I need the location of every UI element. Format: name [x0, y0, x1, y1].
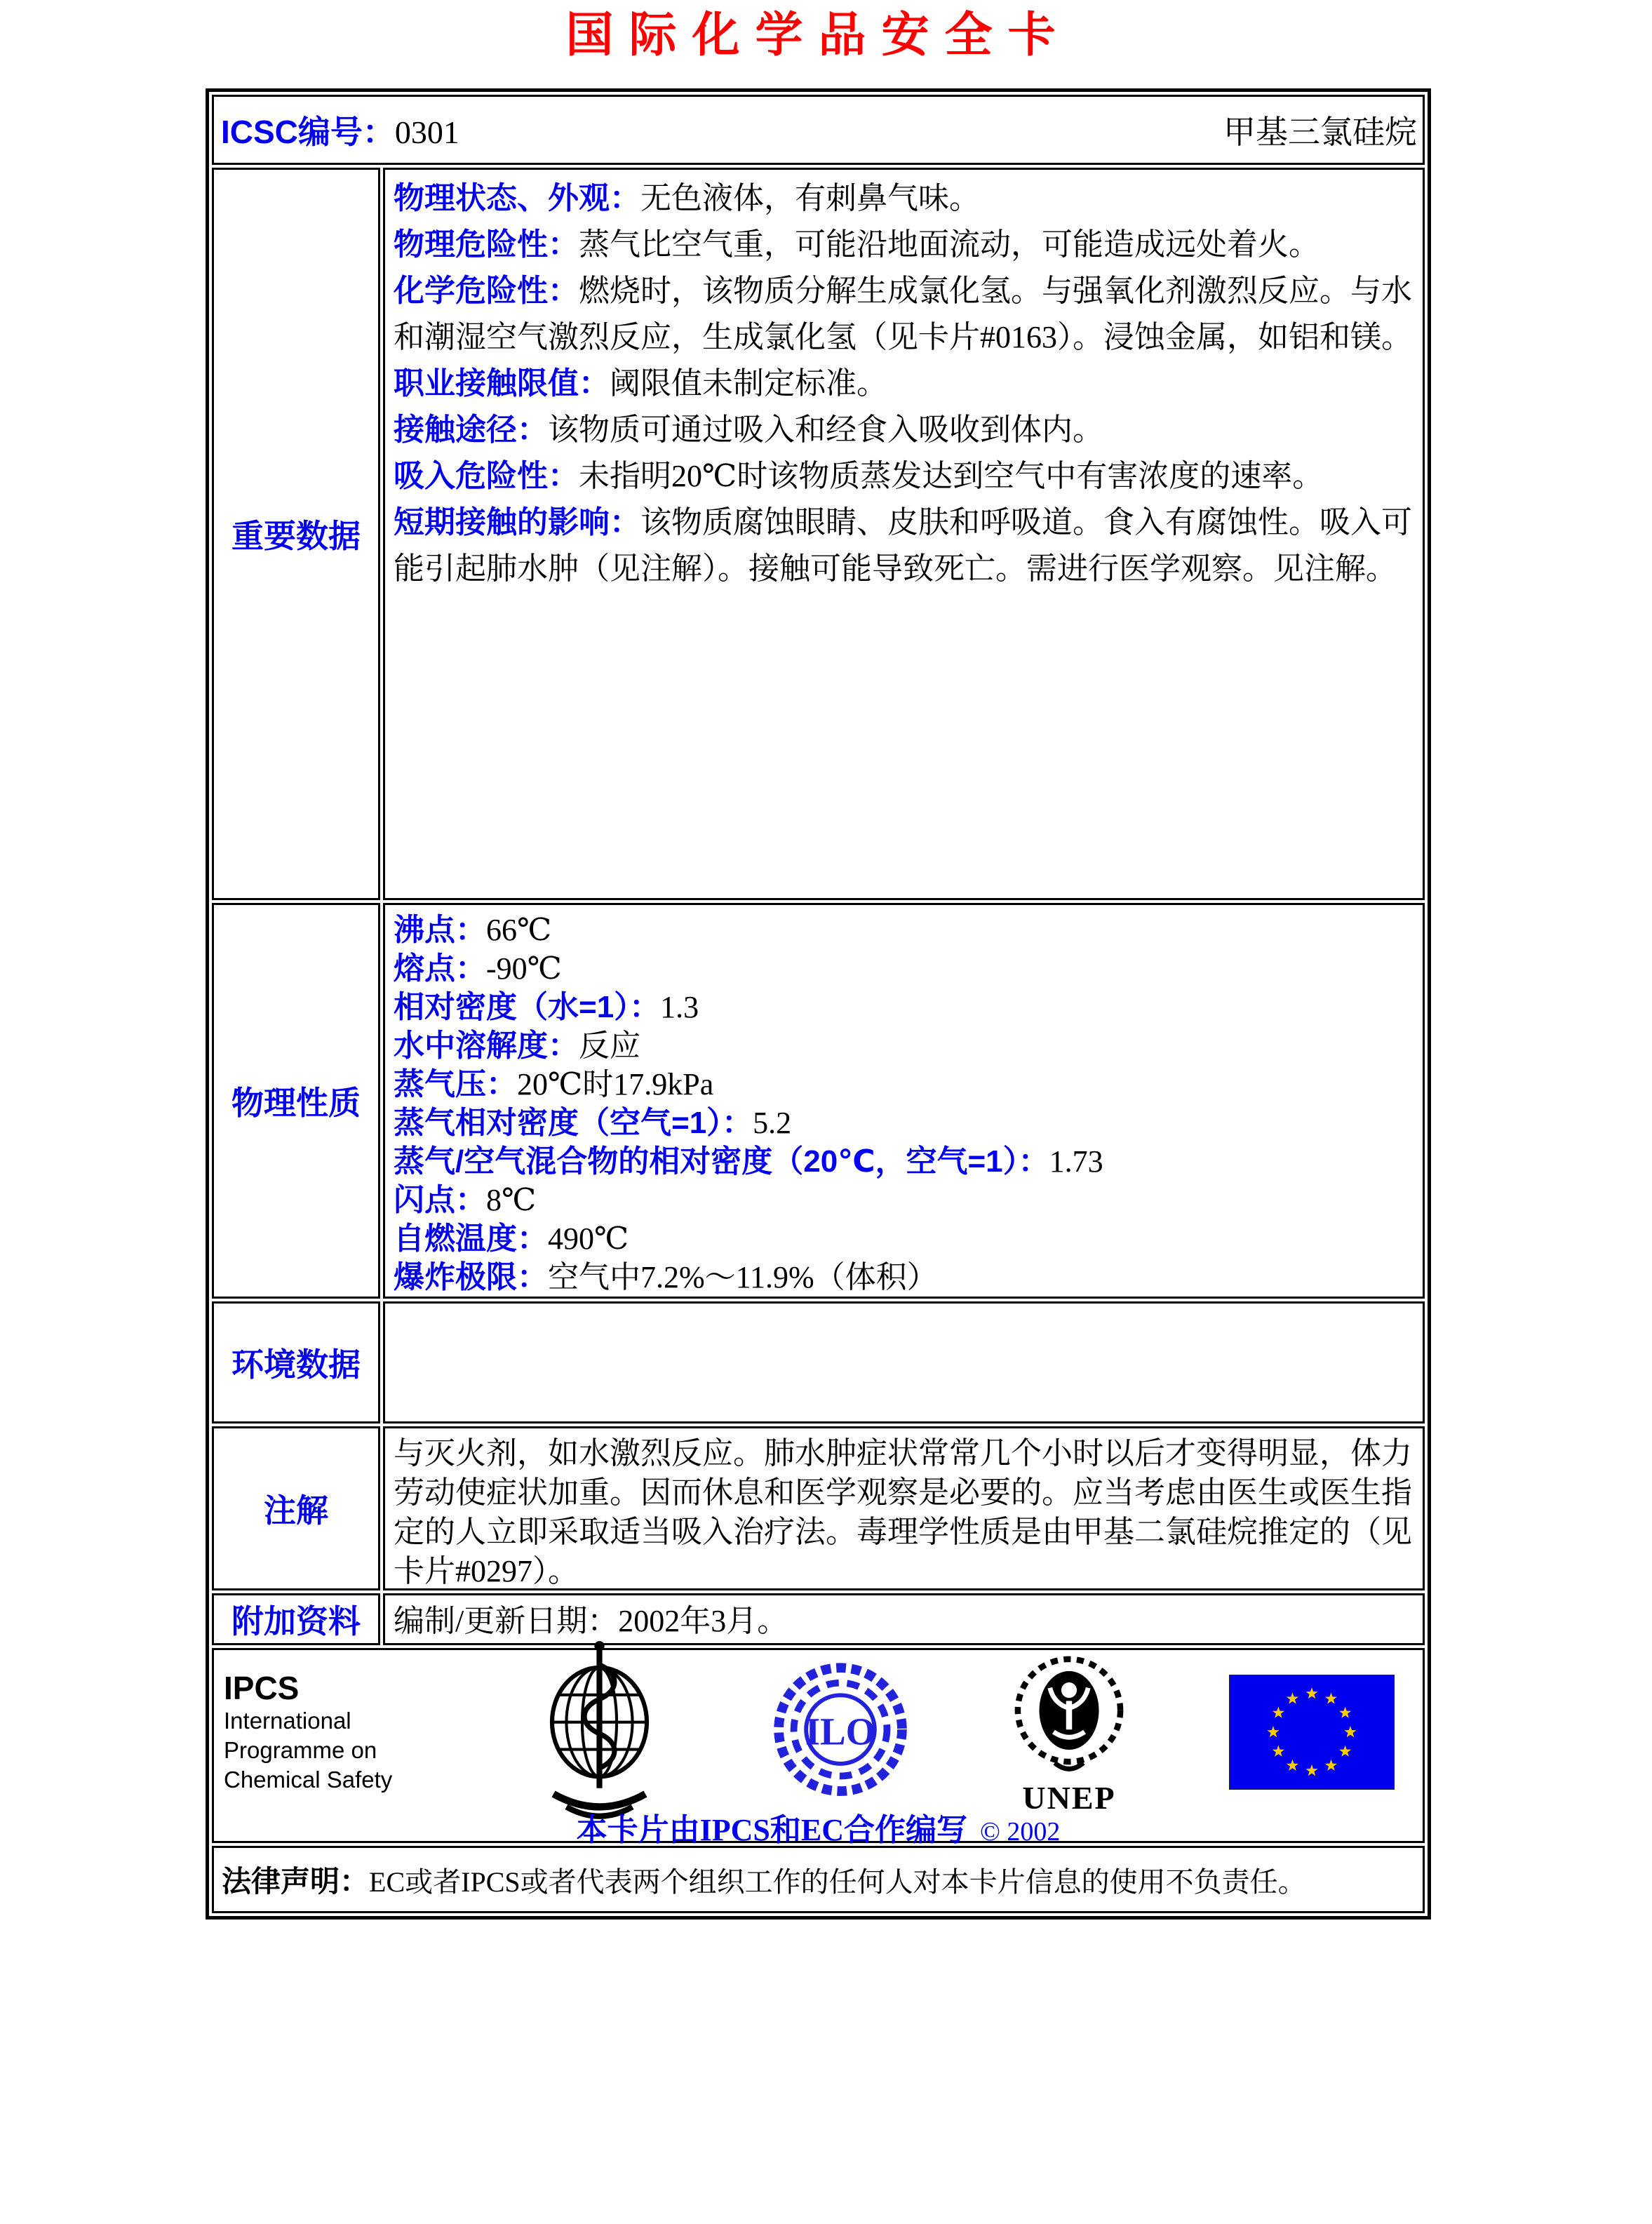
svg-text:ILO: ILO: [805, 1710, 876, 1753]
field-label: 蒸气压：: [394, 1067, 517, 1101]
field-value: 无色液体，有刺鼻气味。: [640, 181, 980, 215]
field-label: 化学危险性：: [394, 274, 579, 308]
data-item: [394, 949, 1416, 988]
ipcs-acronym: IPCS: [224, 1670, 300, 1706]
field-value: 8℃: [486, 1183, 537, 1217]
field-label: 物理状态、外观：: [394, 181, 640, 215]
ipcs-block: [224, 1670, 427, 1795]
data-item: [394, 268, 1416, 361]
field-value: 5.2: [753, 1106, 792, 1140]
icsc-number: 0301: [394, 114, 459, 150]
additional-info-row: [212, 1593, 1425, 1645]
ilo-logo-icon: [772, 1643, 909, 1821]
legal-notice: [215, 1849, 1422, 1910]
data-item: [394, 175, 1416, 222]
legal-label: 法律声明：: [222, 1865, 370, 1898]
field-value: 66℃: [486, 913, 552, 947]
field-label: 物理危险性：: [394, 227, 579, 262]
footer-row: [212, 1648, 1425, 1843]
environmental-data-content: [394, 1309, 1416, 1421]
who-logo-icon: [528, 1639, 671, 1826]
field-value: 490℃: [548, 1221, 629, 1256]
data-item: [394, 453, 1416, 500]
field-label: 蒸气相对密度（空气=1）：: [394, 1106, 753, 1140]
field-label: 爆炸极限：: [394, 1260, 548, 1294]
field-label: 水中溶解度：: [394, 1029, 579, 1063]
data-item: [394, 1181, 1416, 1219]
unep-label: UNEP: [1022, 1779, 1116, 1816]
data-item: [394, 407, 1416, 453]
data-item: [394, 1219, 1416, 1258]
data-item: [394, 911, 1416, 949]
important-data-row: [212, 168, 1425, 900]
field-label: 相对密度（水=1）：: [394, 990, 661, 1024]
icsc-label: ICSC编号：: [221, 114, 395, 150]
header-row: [212, 95, 1425, 165]
logo-row: [214, 1650, 1423, 1816]
field-value: 1.73: [1049, 1144, 1103, 1179]
field-value: 未指明20℃时该物质蒸发达到空气中有害浓度的速率。: [579, 459, 1324, 493]
field-label: 熔点：: [394, 951, 486, 986]
row-label-notes: 注解: [212, 1426, 380, 1590]
footer: [214, 1650, 1423, 1847]
icsc-number-field: [221, 107, 459, 153]
unep-block: [1009, 1651, 1129, 1814]
field-value: 反应: [579, 1029, 640, 1063]
field-value: 空气中7.2%～11.9%（体积）: [548, 1260, 938, 1294]
field-label: 吸入危险性：: [394, 459, 579, 493]
field-value: 蒸气比空气重，可能沿地面流动，可能造成远处着火。: [579, 227, 1319, 262]
data-item: [394, 1026, 1416, 1065]
ipcs-subtitle-line: Chemical Safety: [224, 1767, 393, 1793]
data-item: [394, 1104, 1416, 1142]
field-value: 1.3: [660, 990, 699, 1024]
ipcs-subtitle-line: International: [224, 1708, 351, 1734]
physical-properties-content: [394, 911, 1416, 1297]
field-value: 该物质腐蚀眼睛、皮肤和呼吸道。食入有腐蚀性。吸入可能引起肺水肿（见注解）。接触可能导致死亡。需进行医学观察。见注解。: [394, 505, 1412, 586]
data-item: [394, 500, 1416, 592]
card-container: [206, 0, 1431, 1920]
notes-row: [212, 1426, 1425, 1590]
field-label: 自燃温度：: [394, 1221, 548, 1256]
important-data-content: [394, 175, 1416, 898]
notes-content: 与灭火剂，如水激烈反应。肺水肿症状常常几个小时以后才变得明显，体力劳动使症状加重。因而休息和医学观察是必要的。应当考虑由医生或医生指定的人立即采取适当吸入治疗法。毒理学性质是由甲基二氯硅烷推定的（见卡片#0297）。: [394, 1436, 1412, 1588]
footer-caption: [214, 1804, 1423, 1855]
data-item: [394, 222, 1416, 268]
data-item: [394, 1258, 1416, 1297]
row-label-physical-properties: 物理性质: [212, 903, 380, 1299]
additional-info-content: 编制/更新日期：2002年3月。: [394, 1604, 788, 1638]
field-value: 燃烧时，该物质分解生成氯化氢。与强氧化剂激烈反应。与水和潮湿空气激烈反应，生成氯化氢（见卡片#0163）。浸蚀金属，如铝和镁。: [394, 274, 1412, 354]
environmental-data-row: [212, 1301, 1425, 1424]
safety-card-table: [206, 88, 1431, 1920]
field-label: 短期接触的影响：: [394, 505, 640, 540]
row-label-additional-info: 附加资料: [212, 1593, 380, 1645]
copyright-text: © 2002: [980, 1817, 1061, 1847]
field-label: 接触途径：: [394, 413, 548, 447]
row-label-important-data: 重要数据: [212, 168, 380, 900]
data-item: [394, 988, 1416, 1026]
field-label: 蒸气/空气混合物的相对密度（20℃，空气=1）：: [394, 1144, 1049, 1179]
unep-logo-icon: [1009, 1651, 1129, 1782]
field-value: -90℃: [486, 951, 562, 986]
data-item: [394, 361, 1416, 407]
field-label: 沸点：: [394, 913, 486, 947]
data-item: [394, 1065, 1416, 1104]
field-label: 闪点：: [394, 1183, 486, 1217]
card-header: [214, 97, 1423, 163]
eu-flag-icon: [1229, 1675, 1395, 1790]
chemical-name: 甲基三氯硅烷: [1223, 114, 1417, 150]
field-value: 阈限值未制定标准。: [610, 366, 887, 401]
legal-row: [212, 1846, 1425, 1913]
field-value: 20℃时17.9kPa: [517, 1067, 714, 1101]
caption-text: 本卡片由IPCS和EC合作编写: [576, 1813, 967, 1847]
ipcs-subtitle-line: Programme on: [224, 1737, 377, 1763]
page-title: 国际化学品安全卡: [565, 7, 1071, 63]
physical-properties-row: [212, 903, 1425, 1299]
row-label-environmental-data: 环境数据: [212, 1301, 380, 1424]
field-value: 该物质可通过吸入和经食入吸收到体内。: [548, 413, 1103, 447]
field-label: 职业接触限值：: [394, 366, 610, 401]
legal-text: EC或者IPCS或者代表两个组织工作的任何人对本卡片信息的使用不负责任。: [369, 1865, 1306, 1898]
data-item: [394, 1142, 1416, 1181]
